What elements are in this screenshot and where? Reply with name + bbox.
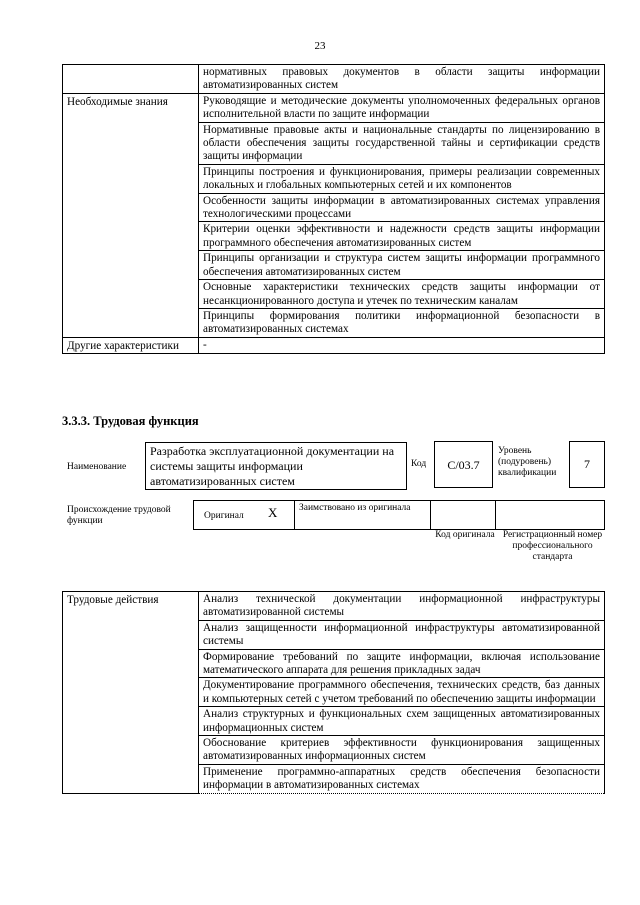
actions-label: Трудовые действия — [63, 592, 199, 794]
other-label: Другие характеристики — [63, 337, 199, 353]
action-item: Формирование требований по защите информации, включая использование математического аппарата для решения прикладных задач — [199, 649, 605, 678]
level-value: 7 — [569, 441, 605, 488]
code-value: C/03.7 — [434, 441, 493, 488]
action-item: Обоснование критериев эффективности функционирования защищенных автоматизированных информационных систем — [199, 736, 605, 765]
level-label: Уровень (подуровень) квалификации — [498, 446, 557, 478]
origin-code-caption: Код оригинала — [435, 530, 495, 540]
code-label: Код — [411, 459, 427, 469]
knowledge-table — [62, 64, 605, 354]
continued-item: нормативных правовых документов в области защиты информации автоматизированных систем — [199, 65, 605, 94]
knowledge-item: Нормативные правовые акты и национальные стандарты по лицензированию в области обеспечения защиты государственной тайны и сертификации средств защиты информации — [199, 122, 605, 164]
action-item: Анализ технической документации информационной инфраструктуры автоматизированной системы — [199, 592, 605, 621]
original-label: Оригинал — [204, 511, 244, 521]
name-value: Разработка эксплуатационной документации на системы защиты информации автоматизированных систем — [145, 442, 407, 490]
knowledge-item: Принципы организации и структура систем защиты информации программного обеспечения автоматизированных систем — [199, 251, 605, 280]
other-value: - — [199, 337, 605, 353]
origin-row — [193, 500, 605, 530]
knowledge-item: Принципы формирования политики информационной безопасности в автоматизированных системах — [199, 308, 605, 337]
name-label: Наименование — [67, 462, 127, 472]
knowledge-item: Критерии оценки эффективности и надежности средств защиты информации программного обеспечения автоматизированных систем — [199, 222, 605, 251]
page-number: 23 — [314, 40, 326, 52]
table-row — [63, 337, 605, 353]
action-item: Анализ защищенности информационной инфраструктуры автоматизированной системы — [199, 620, 605, 649]
original-cell — [193, 500, 295, 530]
section-title: 3.3.3. Трудовая функция — [62, 414, 199, 428]
actions-table — [62, 591, 605, 794]
reg-number-cell — [495, 500, 605, 530]
action-item: Применение программно-аппаратных средств обеспечения безопасности информации в автоматизированных системах — [199, 764, 605, 793]
knowledge-item: Особенности защиты информации в автоматизированных системах управления технологическими процессами — [199, 193, 605, 222]
reg-number-caption: Регистрационный номер профессионального стандарта — [502, 530, 603, 562]
knowledge-item: Принципы построения и функционирования, примеры реализации современных локальных и глобальных компьютерных сетей и их компонентов — [199, 164, 605, 193]
knowledge-label: Необходимые знания — [63, 93, 199, 337]
table-row — [63, 65, 605, 94]
knowledge-item: Руководящие и методические документы уполномоченных федеральных органов исполнительной власти по защите информации — [199, 93, 605, 122]
original-mark: X — [268, 505, 278, 520]
origin-code-cell — [430, 500, 496, 530]
origin-label: Происхождение трудовой функции — [67, 505, 171, 526]
knowledge-item: Основные характеристики технических средств защиты информации от несанкционированного доступа и утечек по техническим каналам — [199, 280, 605, 309]
action-item: Анализ структурных и функциональных схем защищенных автоматизированных информационных систем — [199, 707, 605, 736]
empty-label-cell — [63, 65, 199, 94]
borrowed-cell: Заимствовано из оригинала — [294, 500, 431, 530]
table-row — [63, 592, 605, 621]
action-item: Документирование программного обеспечения, технических средств, баз данных и компьютерных сетей с учетом требований по обеспечению защиты информации — [199, 678, 605, 707]
table-row — [63, 93, 605, 122]
